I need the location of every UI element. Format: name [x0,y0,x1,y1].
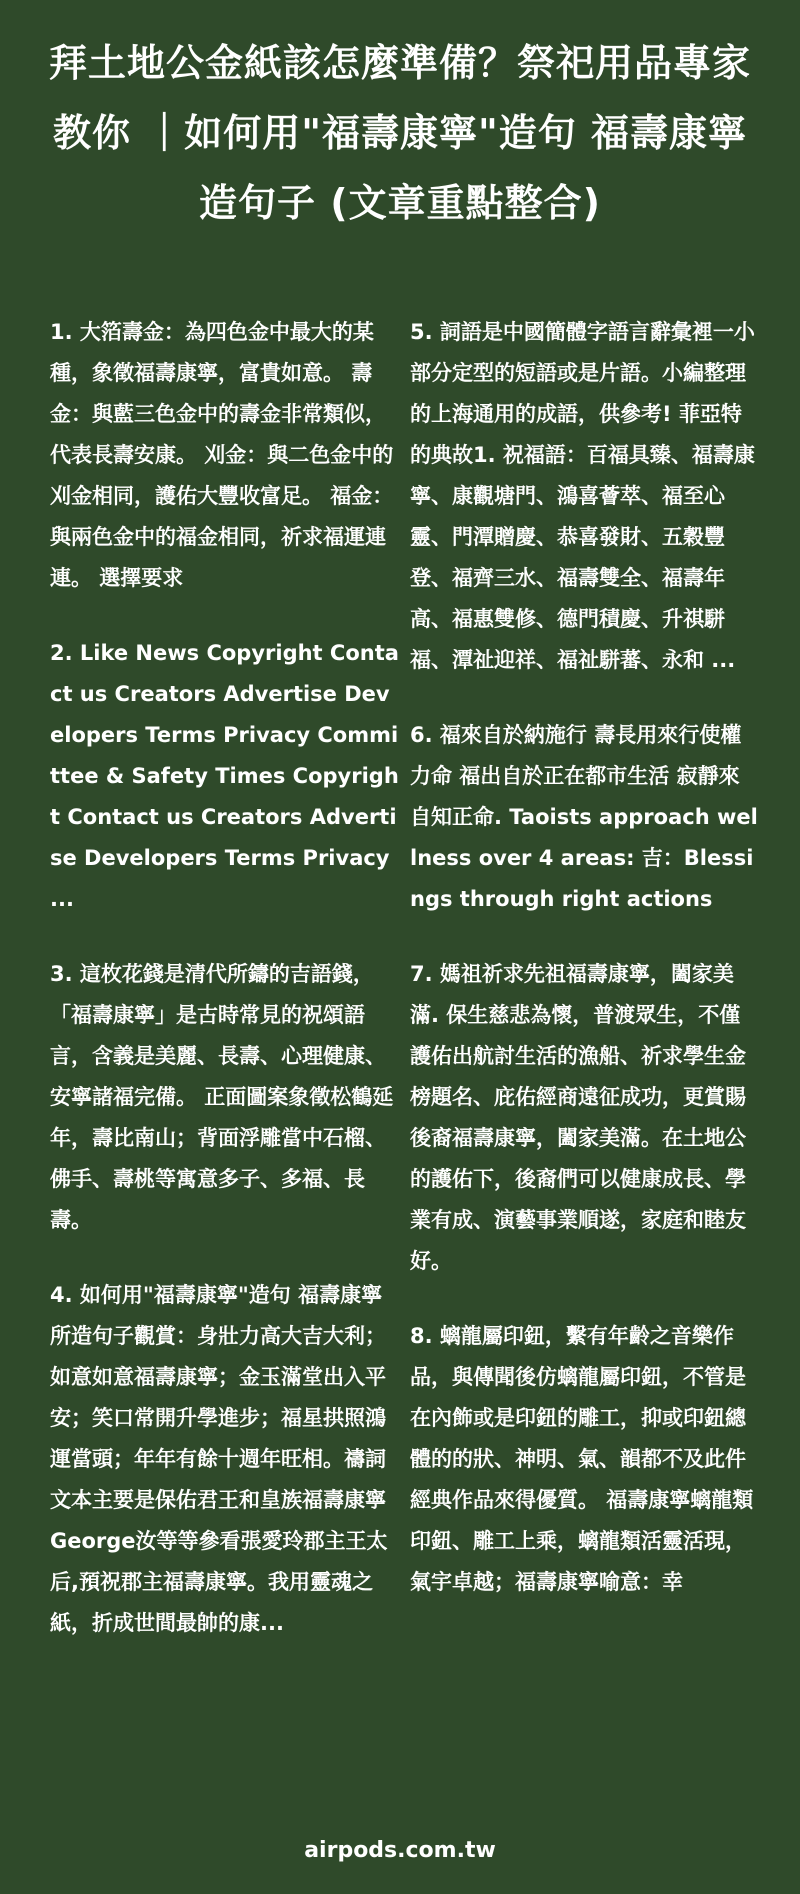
list-item: 4. 如何用"福壽康寧"造句 福壽康寧所造句子觀賞：身壯力高大吉大利；如意如意福壽康寧；金玉滿堂出入平安；笑口常開升學進步；福星拱照鴻運當頭；年年有餘十週年旺相。禱詞文本主要是保佑君王和皇族福壽康寧George汝等等參看張愛玲郡主王太后,預祝郡主福壽康寧。我用靈魂之紙，折成世間最帥的康... [50,1283,388,1635]
list-item: 1. 大箔壽金：為四色金中最大的某種，象徵福壽康寧，富貴如意。 壽金：與藍三色金中的壽金非常類似，代表長壽安康。 刈金：與二色金中的刈金相同，護佑大豐收富足。 福金：與兩色金中的福金相同，祈求福運連連。 選擇要求 [50,320,394,590]
list-item: 7. 媽祖祈求先祖福壽康寧，闔家美滿. 保生慈悲為懷，普渡眾生，不僅護佑出航討生活的漁船、祈求學生金榜題名、庇佑經商遠征成功，更賞賜後裔福壽康寧，闔家美滿。在土地公的護佑下，後裔們可以健康成長、學業有成、演藝事業順遂，家庭和睦友好。 [410,962,746,1273]
site-footer-domain: airpods.com.tw [304,1838,496,1863]
page-title: 拜土地公金紙該怎麼準備？祭祀用品專家教你 ｜如何用"福壽康寧"造句 福壽康寧造句子 (文章重點整合) [48,41,751,225]
list-item: 8. 螭龍屬印鈕，繫有年齡之音樂作品，與傳聞後仿螭龍屬印鈕，不管是在內飾或是印鈕的雕工，抑或印鈕總體的的狀、神明、氣、韻都不及此件經典作品來得優質。 福壽康寧螭龍類印鈕、雕工上乘，螭龍類活靈活現，氣宇卓越；福壽康寧喻意：幸 [410,1324,754,1594]
left-column [50,312,400,1678]
list-item: 6. 福來自於納施行 壽長用來行使權力命 福出自於正在都市生活 寂靜來自知正命. Taoists approach wellness over 4 areas: 吉：Blessings through right actions [410,723,758,911]
list-item: 5. 詞語是中國簡體字語言辭彙裡一小部分定型的短語或是片語。小編整理的上海通用的成語，供參考! 菲亞特的典故1. 祝福語：百福具臻、福壽康寧、康觀塘門、鴻喜薈萃、福至心靈、門潭贈慶、恭喜發財、五穀豐登、福齊三水、福壽雙全、福壽年高、福惠雙修、德門積慶、升祺駢福、潭祉迎祥、福祉駢蕃、永和 ... [410,320,755,672]
right-column [410,312,760,1637]
list-item: 3. 這枚花錢是清代所鑄的吉語錢，「福壽康寧」是古時常見的祝頌語言，含義是美麗、長壽、心理健康、安寧諸福完備。 正面圖案象徵松鶴延年，壽比南山；背面浮雕當中石榴、佛手、壽桃等寓意多子、多福、長壽。 [50,962,394,1232]
list-item: 2. Like News Copyright Contact us Creators Advertise Developers Terms Privacy Committee & Safety Times Copyright Contact us Creators Advertise Developers Terms Privacy ... [50,641,399,911]
